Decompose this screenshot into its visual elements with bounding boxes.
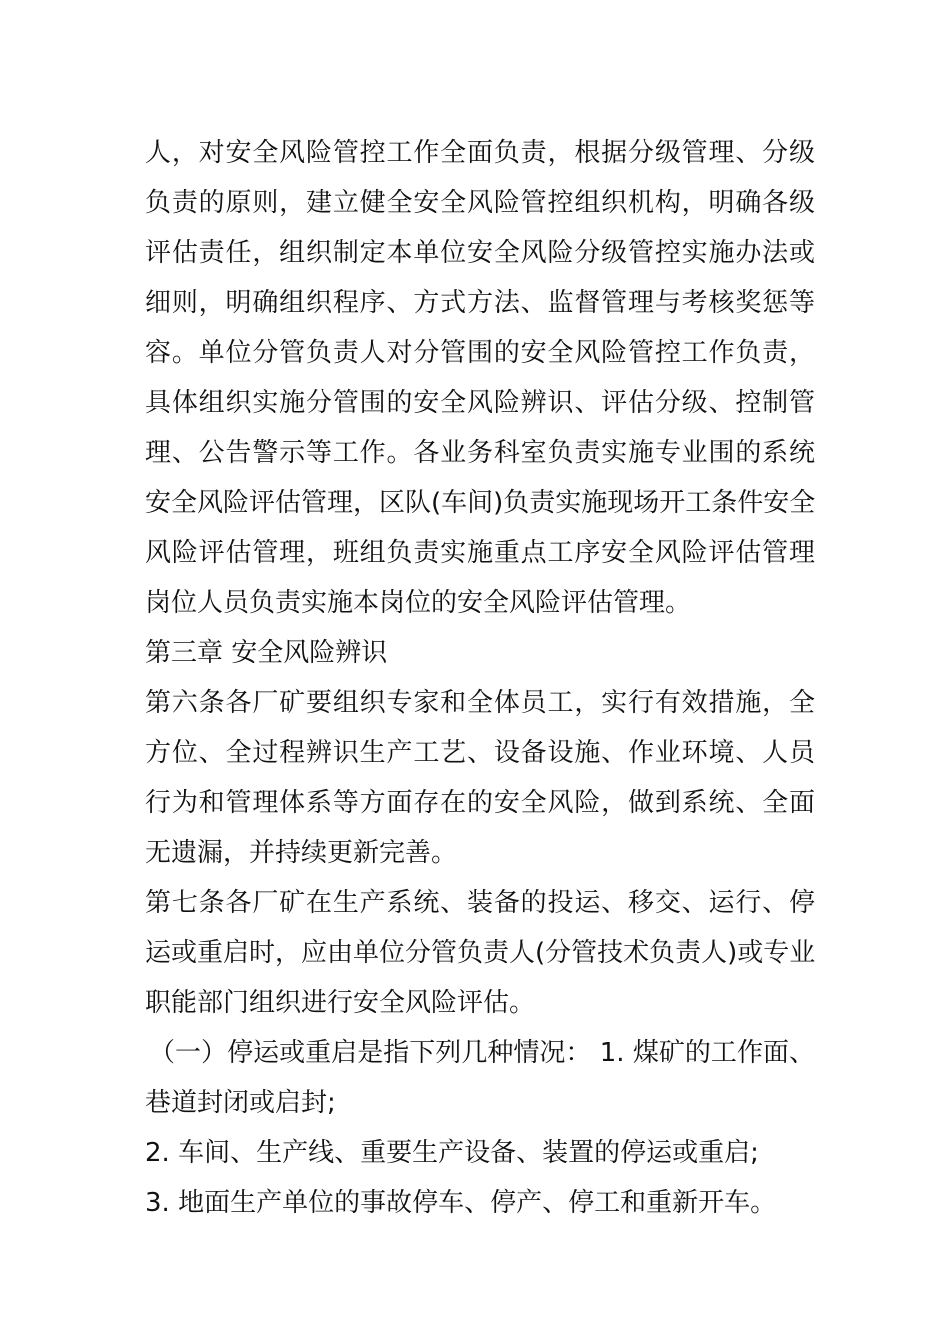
paragraph-line: 风险评估管理，班组负责实施重点工序安全风险评估管理 <box>145 538 815 568</box>
paragraph-line: 细则，明确组织程序、方式方法、监督管理与考核奖惩等 <box>145 288 815 318</box>
paragraph-line: 安全风险评估管理，区队(车间)负责实施现场开工条件安全 <box>145 488 816 518</box>
paragraph-line: 行为和管理体系等方面存在的安全风险，做到系统、全面 <box>145 788 815 818</box>
paragraph-line: 无遗漏，并持续更新完善。 <box>145 838 458 868</box>
paragraph-line: 理、公告警示等工作。各业务科室负责实施专业围的系统 <box>145 438 815 468</box>
paragraph-line: 评估责任，组织制定本单位安全风险分级管控实施办法或 <box>145 238 815 268</box>
paragraph-line: 第七条各厂矿在生产系统、装备的投运、移交、运行、停 <box>145 888 815 918</box>
paragraph-line: 负责的原则，建立健全安全风险管控组织机构，明确各级 <box>145 188 815 218</box>
list-item-line: 3. 地面生产单位的事故停车、停产、停工和重新开车。 <box>145 1188 777 1218</box>
paragraph-line: 具体组织实施分管围的安全风险辨识、评估分级、控制管 <box>145 388 815 418</box>
list-item-line: 巷道封闭或启封; <box>145 1088 336 1118</box>
chapter-heading: 第三章 安全风险辨识 <box>145 638 388 668</box>
list-item-line: 2. 车间、生产线、重要生产设备、装置的停运或重启; <box>145 1138 759 1168</box>
paragraph-line: 职能部门组织进行安全风险评估。 <box>145 988 536 1018</box>
paragraph-line: 第六条各厂矿要组织专家和全体员工，实行有效措施，全 <box>145 688 815 718</box>
list-intro-line: （一）停运或重启是指下列几种情况： 1. 煤矿的工作面、 <box>149 1038 815 1068</box>
paragraph-line: 运或重启时，应由单位分管负责人(分管技术负责人)或专业 <box>145 938 816 968</box>
paragraph-line: 容。单位分管负责人对分管围的安全风险管控工作负责， <box>145 338 815 368</box>
document-body <box>145 128 815 1228</box>
paragraph-line: 岗位人员负责实施本岗位的安全风险评估管理。 <box>145 588 692 618</box>
paragraph-line: 方位、全过程辨识生产工艺、设备设施、作业环境、人员 <box>145 738 815 768</box>
paragraph-line: 人，对安全风险管控工作全面负责，根据分级管理、分级 <box>145 138 815 168</box>
